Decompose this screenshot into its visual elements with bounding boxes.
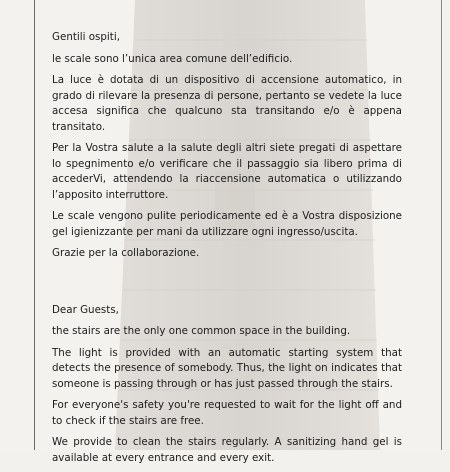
italian-paragraph-5: Grazie per la collaborazione. bbox=[52, 247, 200, 259]
italian-greeting: Gentili ospiti, bbox=[52, 31, 120, 43]
english-paragraph-3: For everyone's safety you're requested to wait for the light off and to check if the stairs are free. bbox=[52, 399, 402, 427]
italian-paragraph-3: Per la Vostra salute a la salute degli altri siete pregati di aspettare lo spegnimento e/o verificare che il passaggio sia libero prima di accederVi, attendendo la riaccensione automatica o utilizzando l’apposito interruttore. bbox=[52, 142, 402, 201]
italian-paragraph-2: La luce è dotata di un dispositivo di accensione automatico, in grado di rilevare la presenza di persone, pertanto se vedete la luce accesa significa che qualcuno sta transitando e/o è appena transitato. bbox=[52, 74, 402, 133]
english-paragraph-2: The light is provided with an automatic starting system that detects the presence of somebody. Thus, the light on indicates that someone is passing through or has just passed through the stairs. bbox=[52, 346, 402, 390]
left-border-line bbox=[34, 0, 35, 450]
italian-paragraph-1: le scale sono l’unica area comune dell’edificio. bbox=[52, 52, 293, 65]
english-paragraph-1: the stairs are the only one common space in the building. bbox=[52, 325, 351, 337]
italian-section bbox=[52, 30, 402, 262]
italian-paragraph-4: Le scale vengono pulite periodicamente ed è a Vostra disposizione gel igienizzante per mani da utilizzare ogni ingresso/uscita. bbox=[52, 210, 402, 238]
english-paragraph-4: We provide to clean the stairs regularly. A sanitizing hand gel is available at every entrance and every exit. bbox=[52, 436, 402, 464]
notice-text bbox=[52, 30, 402, 472]
english-section bbox=[52, 303, 402, 467]
english-greeting: Dear Guests, bbox=[52, 303, 119, 316]
right-border-line bbox=[441, 0, 442, 450]
